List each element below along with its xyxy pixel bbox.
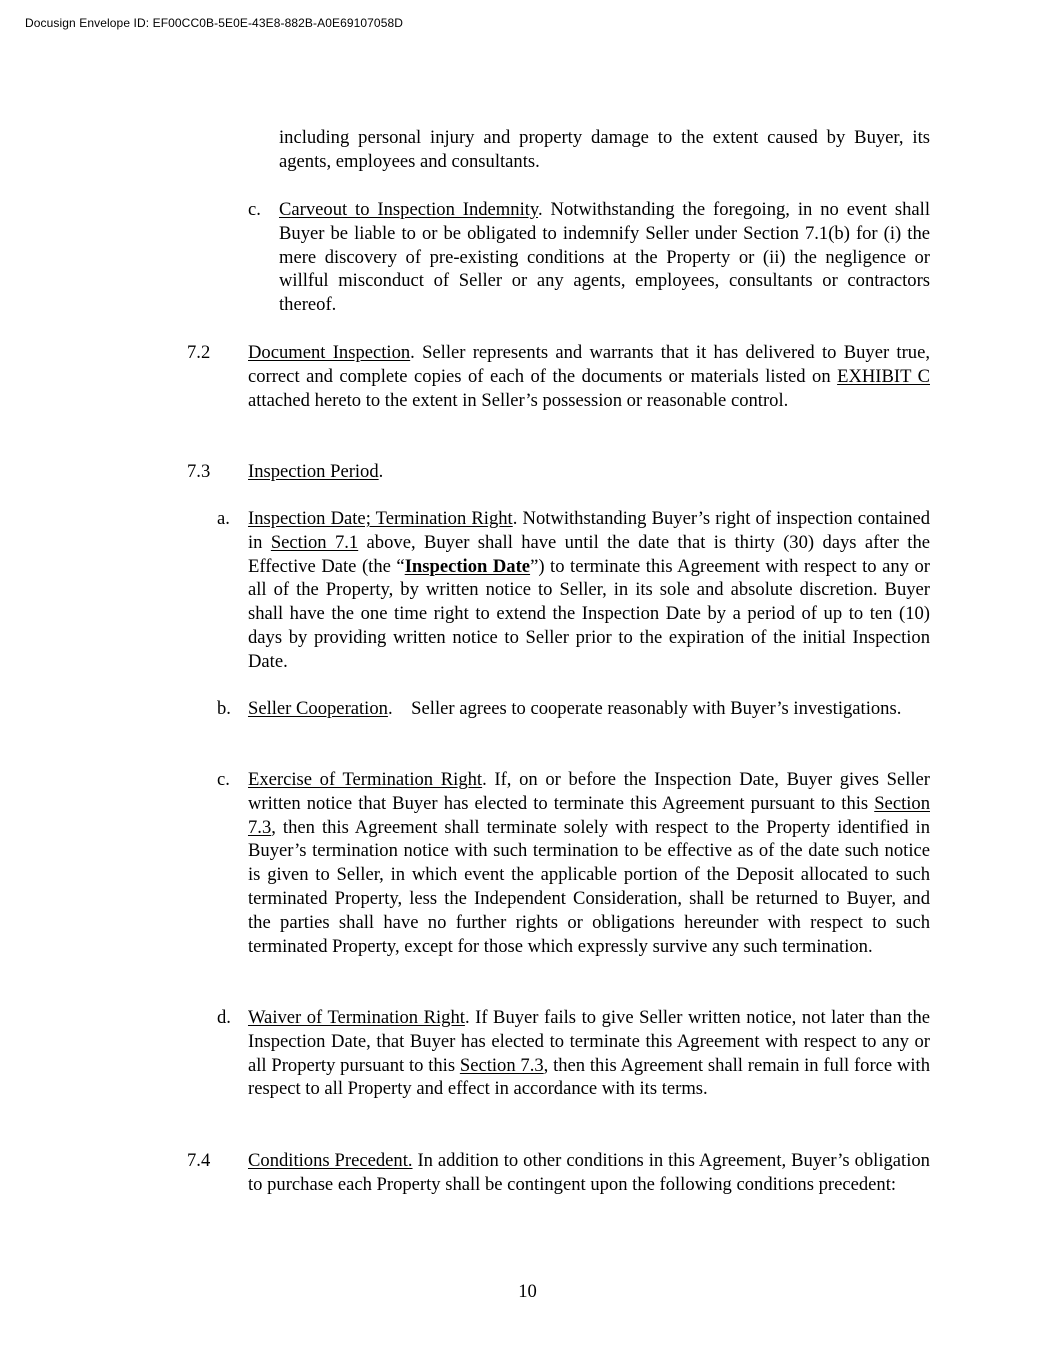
exercise-termination-text-2: , then this Agreement shall terminate solely with respect to the Property identified in Buyer’s termination notice with such termination to be effective as of the date such notice is given to Seller, in which event the applicable portion of the Deposit allocated to such terminated Property, less the Independent Consideration, shall be returned to Buyer, and the parties shall have no further rights or obligations hereunder with respect to such terminated Property, except for those which expressly survive any such termination. [248,816,930,957]
exercise-termination-text-1: . If, on or before the Inspection Date, Buyer gives Seller written notice that Buyer has elected to terminate this Agreement pursuant to this [248,769,930,814]
inspection-date-text-3: ”) to terminate this Agreement with respect to any or all of the Property, by written notice to Seller, in its sole and absolute discretion. Buyer shall have the one time right to extend the Inspection Date by a period of up to ten (10) days by providing written notice to Seller prior to the expiration of the initial Inspection Date. [248,555,930,672]
inspection-date-defined-term: Inspection Date [404,555,531,577]
list-marker-b: b. [217,698,231,719]
carveout-heading: Carveout to Inspection Indemnity [279,199,538,220]
list-marker-a: a. [217,508,230,529]
list-marker-d: d. [217,1007,231,1028]
section-7-2-text-1: . Seller represents and warrants that it has delivered to Buyer true, correct and complete copies of each of the documents or materials listed on [248,342,930,387]
seller-cooperation-text: . Seller agrees to cooperate reasonably with Buyer’s investigations. [387,698,902,719]
inspection-date-paragraph [248,507,930,674]
section-7-2-paragraph [248,341,930,412]
section-7-3-heading-line [248,460,930,484]
docusign-envelope-id: Docusign Envelope ID: EF00CC0B-5E0E-43E8-882B-A0E69107058D [25,16,404,30]
exercise-termination-heading: Exercise of Termination Right [248,769,483,790]
section-7-3-period: . [378,461,384,482]
exercise-termination-paragraph [248,768,930,958]
section-7-2-heading: Document Inspection [248,342,411,363]
section-7-3-heading: Inspection Period [248,461,379,482]
page-number: 10 [518,1281,537,1302]
list-marker-c: c. [248,199,261,220]
section-7-2-text-2: attached hereto to the extent in Seller’s possession or reasonable control. [248,389,789,411]
carveout-text: . Notwithstanding the foregoing, in no event shall Buyer be liable to or be obligated to indemnify Seller under Section 7.1(b) for (i) the mere discovery of pre-existing conditions at the Property or (ii) the negligence or willful misconduct of Seller or any agents, employees, consultants or contractors thereof. [279,199,930,316]
section-number-7-3: 7.3 [187,461,211,482]
section-7-4-heading: Conditions Precedent. [248,1150,413,1171]
list-marker-c-2: c. [217,769,230,790]
seller-cooperation-heading: Seller Cooperation [248,698,388,719]
inspection-date-text-1: . Notwithstanding Buyer’s right of inspection contained in [248,508,930,553]
section-7-1-reference: Section 7.1 [270,531,359,553]
waiver-termination-text-2: , then this Agreement shall remain in full force with respect to all Property and effect in accordance with its terms. [248,1054,930,1100]
seller-cooperation-paragraph [248,697,930,721]
section-7-3-reference: Section 7.3 [248,792,930,838]
continuation-paragraph: including personal injury and property damage to the extent caused by Buyer, its agents, employees and consultants. [279,127,930,172]
inspection-date-text-2: above, Buyer shall have until the date that is thirty (30) days after the Effective Date (the “ [248,531,930,577]
waiver-termination-text-1: . If Buyer fails to give Seller written notice, not later than the Inspection Date, that Buyer has elected to terminate this Agreement with respect to any or all Property pursuant to this [248,1007,930,1076]
section-7-3-reference-2: Section 7.3 [459,1054,544,1076]
section-number-7-4: 7.4 [187,1150,211,1171]
carveout-paragraph [279,198,930,317]
section-7-4-paragraph [248,1149,930,1197]
section-7-4-text: In addition to other conditions in this Agreement, Buyer’s obligation to purchase each Property shall be contingent upon the following conditions precedent: [248,1150,930,1195]
section-number-7-2: 7.2 [187,342,211,363]
inspection-date-heading: Inspection Date; Termination Right [248,508,513,529]
exhibit-c-reference: EXHIBIT C [837,365,930,387]
waiver-termination-paragraph [248,1006,930,1101]
waiver-termination-heading: Waiver of Termination Right [248,1007,465,1028]
